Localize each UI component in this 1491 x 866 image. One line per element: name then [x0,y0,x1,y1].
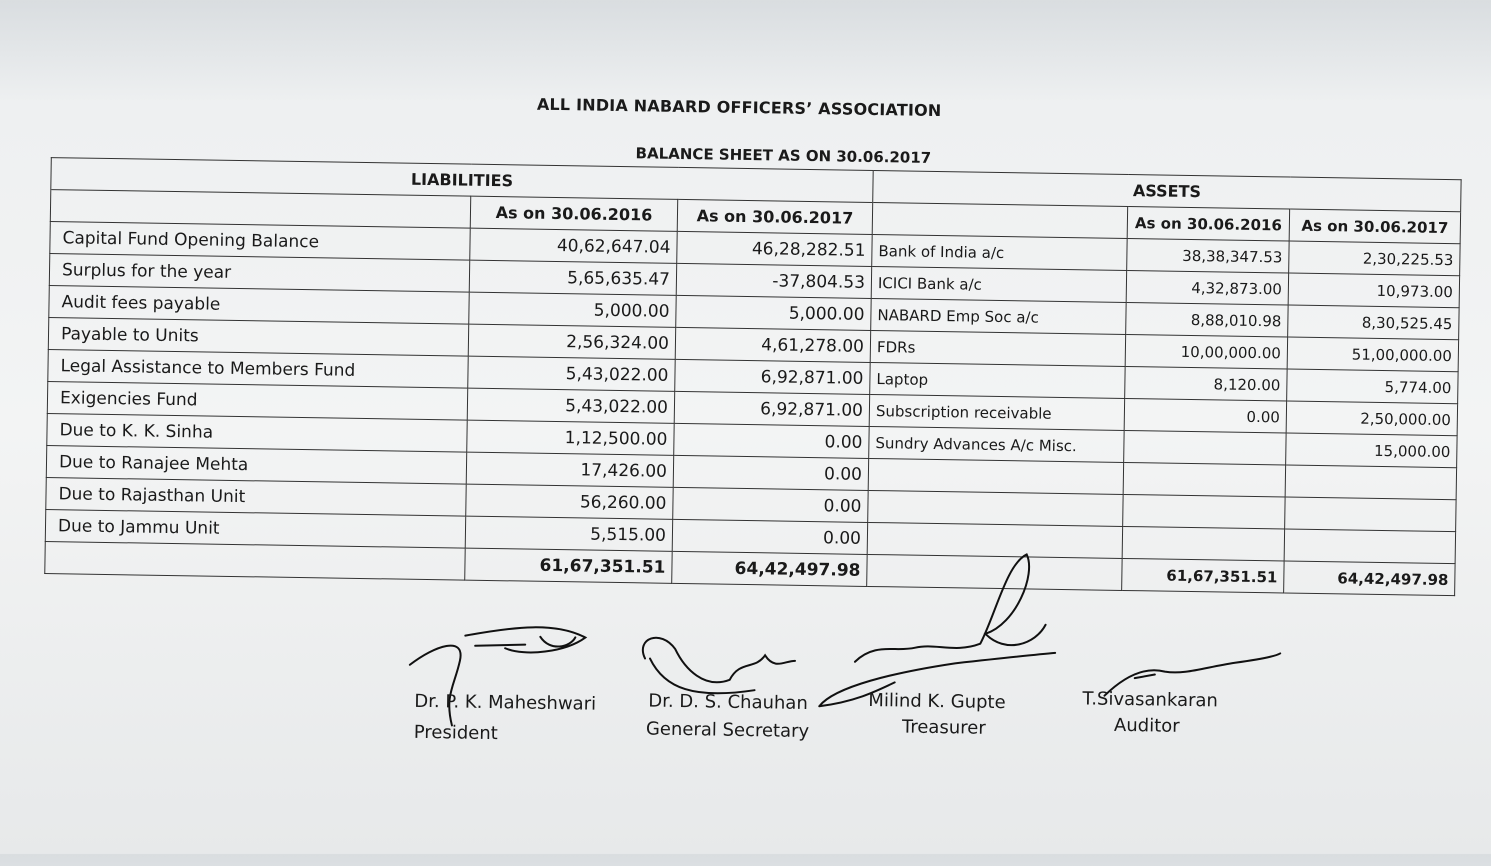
auditor-name: T.Sivasankaran [1082,688,1219,712]
asset-label: ICICI Bank a/c [871,266,1126,302]
sheet-title: BALANCE SHEET AS ON 30.06.2017 [635,144,932,167]
liability-label: Due to Jammu Unit [45,510,465,549]
liability-2017: 5,000.00 [676,295,872,330]
liability-2016: 40,62,647.04 [470,228,677,263]
liability-2016: 5,000.00 [469,292,676,327]
liability-2017: 0.00 [673,487,869,522]
asset-2016: 10,00,000.00 [1125,334,1287,369]
liability-2016: 5,515.00 [465,516,672,551]
asset-2016: 0.00 [1124,398,1286,433]
treasurer-signature [819,551,1056,710]
general-secretary-name: Dr. D. S. Chauhan [648,690,808,715]
liability-2016: 5,43,022.00 [467,388,674,423]
asset-2017: 15,000.00 [1286,433,1458,468]
liability-2017: 4,61,278.00 [675,327,871,362]
asset-2017: 10,973.00 [1288,273,1460,308]
liability-2017: 0.00 [673,455,869,490]
liability-label: Due to Rajasthan Unit [46,478,466,517]
liab-col-2016: As on 30.06.2016 [470,196,677,231]
liability-2016: 17,426.00 [466,452,673,487]
liability-total-2017: 64,42,497.98 [672,551,868,586]
asset-label: Subscription receivable [869,394,1124,430]
asset-total-2016: 61,67,351.51 [1122,558,1284,593]
assets-heading: ASSETS [873,170,1461,211]
asset-2017: 2,50,000.00 [1286,401,1458,436]
treasurer-name: Milind K. Gupte [868,689,1006,714]
liability-label: Payable to Units [48,318,468,357]
liab-col-2017: As on 30.06.2017 [677,199,873,234]
liability-2017: 0.00 [672,519,868,554]
org-title: ALL INDIA NABARD OFFICERS’ ASSOCIATION [536,94,942,121]
asset-label: NABARD Emp Soc a/c [871,298,1126,334]
treasurer-role: Treasurer [901,716,986,739]
asset-col-2016: As on 30.06.2016 [1127,206,1289,241]
president-name: Dr. P. K. Maheshwari [414,690,597,715]
liability-label: Legal Assistance to Members Fund [48,350,468,389]
asset-2016: 4,32,873.00 [1126,270,1288,305]
asset-2016: 8,88,010.98 [1126,302,1288,337]
liability-label: Audit fees payable [49,286,469,325]
liability-2016: 5,43,022.00 [468,356,675,391]
liability-label: Surplus for the year [49,254,469,293]
general-secretary-signature [642,638,795,695]
liabilities-heading: LIABILITIES [51,158,873,203]
liability-label: Due to Ranajee Mehta [46,446,466,485]
liability-2017: -37,804.53 [676,263,872,298]
asset-2017: 2,30,225.53 [1289,241,1461,276]
liability-2017: 0.00 [674,423,870,458]
asset-2017: 51,00,000.00 [1287,337,1459,372]
liability-2016: 56,260.00 [466,484,673,519]
liability-label: Capital Fund Opening Balance [50,222,470,261]
asset-2016: 8,120.00 [1125,366,1287,401]
president-role: President [413,721,498,745]
asset-col-2017: As on 30.06.2017 [1289,209,1461,244]
asset-label: FDRs [870,330,1125,366]
liability-2017: 6,92,871.00 [675,359,871,394]
asset-2017: 8,30,525.45 [1288,305,1460,340]
asset-2017: 5,774.00 [1287,369,1459,404]
asset-label: Bank of India a/c [872,234,1127,270]
liability-label: Due to K. K. Sinha [47,414,467,453]
liability-2016: 5,65,635.47 [469,260,676,295]
liability-2016: 1,12,500.00 [467,420,674,455]
liability-2017: 46,28,282.51 [677,231,873,266]
asset-2016: 38,38,347.53 [1127,238,1289,273]
liability-label: Exigencies Fund [47,382,467,421]
general-secretary-role: General Secretary [645,718,810,743]
auditor-role: Auditor [1113,714,1180,737]
liability-2016: 2,56,324.00 [468,324,675,359]
liability-total-2016: 61,67,351.51 [465,548,672,583]
asset-label: Sundry Advances A/c Misc. [869,426,1124,462]
asset-total-2017: 64,42,497.98 [1284,561,1456,596]
liability-2017: 6,92,871.00 [674,391,870,426]
asset-label: Laptop [870,362,1125,398]
